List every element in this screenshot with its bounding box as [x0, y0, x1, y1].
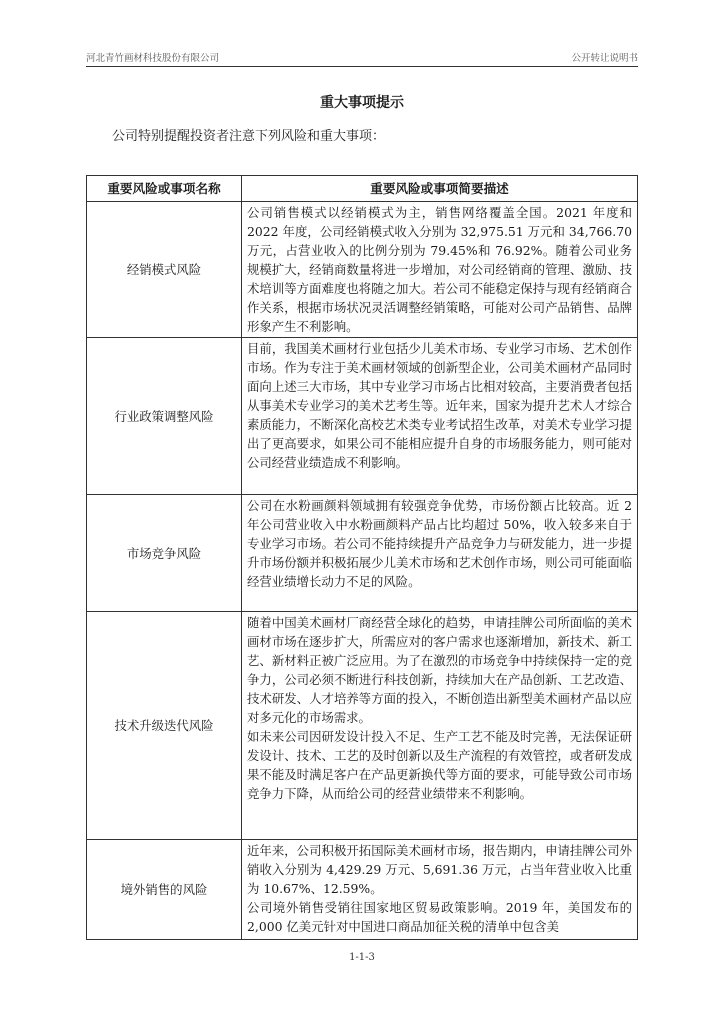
header-document-type: 公开转让说明书	[571, 53, 638, 64]
header-company-name: 河北青竹画材科技股份有限公司	[86, 53, 220, 64]
risk-description-paragraph: 随着中国美术画材厂商经营全球化的趋势，申请挂牌公司所面临的美术画材市场在逐步扩大，所需应对的客户需求也逐渐增加，新技术、新工艺、新材料正被广泛应用。为了在激烈的市场竞争中持续保持一定的竞争力，公司必须不断进行科技创新，持续加大在产品创新、工艺改造、技术研发、人才培养等方面的投入，不断创造出新型美术画材产品以应对多元化的市场需求。	[247, 615, 632, 725]
risk-description-paragraph: 公司境外销售受销往国家地区贸易政策影响。2019 年，美国发布的 2,000 亿美元针对中国进口商品加征关税的清单中包含美	[247, 900, 632, 934]
risk-description	[242, 612, 638, 840]
risk-description-paragraph: 公司在水粉画颜料领域拥有较强竞争优势，市场份额占比较高。近 2 年公司营业收入中水粉画颜料产品占比均超过 50%，收入较多来自于专业学习市场。若公司不能持续提升产品竞争力与研发能力，进一步提升市场份额并积极拓展少儿美术市场和艺术创作市场，则公司可能面临经营业绩增长动力不足的风险。	[247, 498, 632, 589]
column-header-description: 重要风险或事项简要描述	[242, 176, 638, 202]
risk-name: 经销模式风险	[87, 202, 242, 338]
column-header-name: 重要风险或事项名称	[87, 176, 242, 202]
risk-description-paragraph: 目前，我国美术画材行业包括少儿美术市场、专业学习市场、艺术创作市场。作为专注于美术画材领域的创新型企业，公司美术画材产品同时面向上述三大市场，其中专业学习市场占比相对较高，主要消费者包括从事美术专业学习的美术艺考生等。近年来，国家为提升艺术人才综合素质能力，不断深化高校艺术类专业考试招生改革，对美术专业学习提出了更高要求，如果公司不能相应提升自身的市场服务能力，则可能对公司经营业绩造成不利影响。	[247, 341, 632, 470]
table-row	[87, 840, 638, 940]
table-row	[87, 612, 638, 840]
risk-table	[86, 175, 638, 940]
table-header-row	[87, 176, 638, 202]
header-rule	[86, 66, 638, 67]
risk-description-paragraph: 公司销售模式以经销模式为主，销售网络覆盖全国。2021 年度和 2022 年度，公司经销模式收入分别为 32,975.51 万元和 34,766.70 万元，占营业收入的比例分别为 79.45%和 76.92%。随着公司业务规模扩大，经销商数量将进一步增加，对公司经销商的管理、激励、技术培训等方面难度也将随之加大。若公司不能稳定保持与现有经销商合作关系，根据市场状况灵活调整经销策略，可能对公司产品销售、品牌形象产生不利影响。	[247, 205, 632, 334]
page-number: 1-1-3	[349, 952, 375, 963]
risk-name: 市场竞争风险	[87, 495, 242, 612]
table-row	[87, 202, 638, 338]
risk-name: 行业政策调整风险	[87, 338, 242, 495]
table-row	[87, 495, 638, 612]
risk-name: 境外销售的风险	[87, 840, 242, 940]
risk-description	[242, 495, 638, 612]
intro-text: 公司特别提醒投资者注意下列风险和重大事项：	[112, 129, 386, 144]
risk-description	[242, 202, 638, 338]
section-title: 重大事项提示	[320, 95, 404, 111]
risk-name: 技术升级迭代风险	[87, 612, 242, 840]
risk-description-paragraph: 如未来公司因研发设计投入不足、生产工艺不能及时完善，无法保证研发设计、技术、工艺的及时创新以及生产流程的有效管控，或者研发成果不能及时满足客户在产品更新换代等方面的要求，可能导致公司市场竞争力下降，从而给公司的经营业绩带来不利影响。	[247, 729, 632, 801]
risk-description-paragraph: 近年来，公司积极开拓国际美术画材市场，报告期内，申请挂牌公司外销收入分别为 4,429.29 万元、5,691.36 万元，占当年营业收入比重为 10.67%、12.59%。	[247, 843, 632, 896]
table-row	[87, 338, 638, 495]
risk-description	[242, 840, 638, 940]
risk-description	[242, 338, 638, 495]
